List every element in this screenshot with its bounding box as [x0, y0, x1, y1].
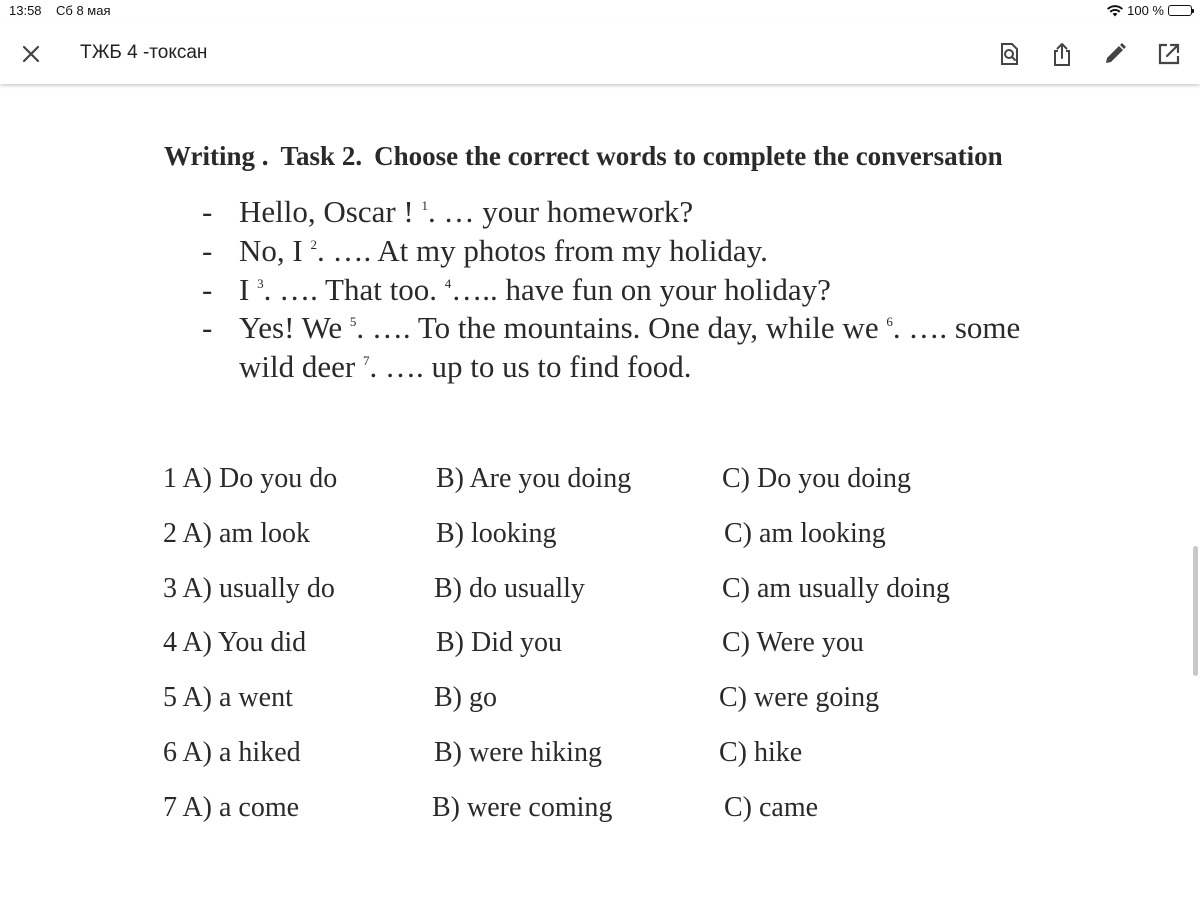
option-4c: C) Were you [722, 627, 864, 658]
option-6c: C) hike [719, 737, 803, 768]
option-2b: B) looking [436, 518, 557, 549]
status-time: 13:58 [9, 3, 42, 18]
task-heading [164, 141, 1003, 172]
dialogue-line-4: Yes! We $^5$. …. To the mountains. One day, while we $^6$. …. some [239, 310, 1021, 345]
status-bar [0, 0, 1200, 22]
heading-writing: Writing . [164, 141, 269, 171]
option-6a: 6 A) a hiked [163, 737, 301, 768]
option-7b: B) were coming [432, 792, 613, 823]
edit-pencil-icon[interactable] [1101, 40, 1129, 68]
option-3c: C) am usually doing [722, 573, 950, 604]
app-toolbar [0, 22, 1200, 84]
option-1a: 1 A) Do you do [163, 463, 338, 494]
scrollbar[interactable] [1193, 546, 1198, 676]
option-5b: B) go [434, 682, 497, 713]
option-5a: 5 A) a went [163, 682, 293, 713]
option-3b: B) do usually [434, 573, 585, 604]
dialogue-line-3: I $^3$. …. That too. $^4$….. have fun on your holiday? [239, 272, 831, 307]
close-icon[interactable] [17, 40, 45, 68]
option-7c: C) came [724, 792, 819, 823]
find-in-document-icon[interactable] [995, 40, 1023, 68]
dialogue-dash: - [202, 194, 213, 229]
dialogue-dash: - [202, 310, 213, 345]
open-external-icon[interactable] [1155, 40, 1183, 68]
dialogue-line-2: No, I $^2$. …. At my photos from my holiday. [239, 233, 768, 268]
option-2a: 2 A) am look [163, 518, 310, 549]
status-right [1107, 3, 1192, 18]
option-7a: 7 A) a come [163, 792, 300, 823]
share-icon[interactable] [1048, 40, 1076, 68]
option-5c: C) were going [719, 682, 880, 713]
document-title: ТЖБ 4 -токсан [80, 42, 208, 63]
option-4b: B) Did you [436, 627, 562, 658]
dialogue-dash: - [202, 272, 213, 307]
dialogue-line-1: Hello, Oscar ! $^1$. … your homework? [239, 194, 694, 229]
status-date: Сб 8 мая [56, 3, 111, 18]
option-4a: 4 A) You did [163, 627, 307, 658]
option-6b: B) were hiking [434, 737, 602, 768]
heading-task: Task 2. [280, 141, 363, 171]
battery-icon [1168, 5, 1192, 16]
heading-instruction: Choose the correct words to complete the conversation [374, 141, 1003, 171]
option-2c: C) am looking [724, 518, 886, 549]
dialogue-dash: - [202, 233, 213, 268]
dialogue-line-5: wild deer $^7$. …. up to us to find food. [239, 349, 692, 384]
option-3a: 3 A) usually do [163, 573, 335, 604]
wifi-icon [1107, 5, 1123, 17]
document-page [0, 86, 1200, 901]
battery-percent: 100 % [1127, 3, 1164, 18]
option-1b: B) Are you doing [436, 463, 632, 494]
option-1c: C) Do you doing [722, 463, 911, 494]
